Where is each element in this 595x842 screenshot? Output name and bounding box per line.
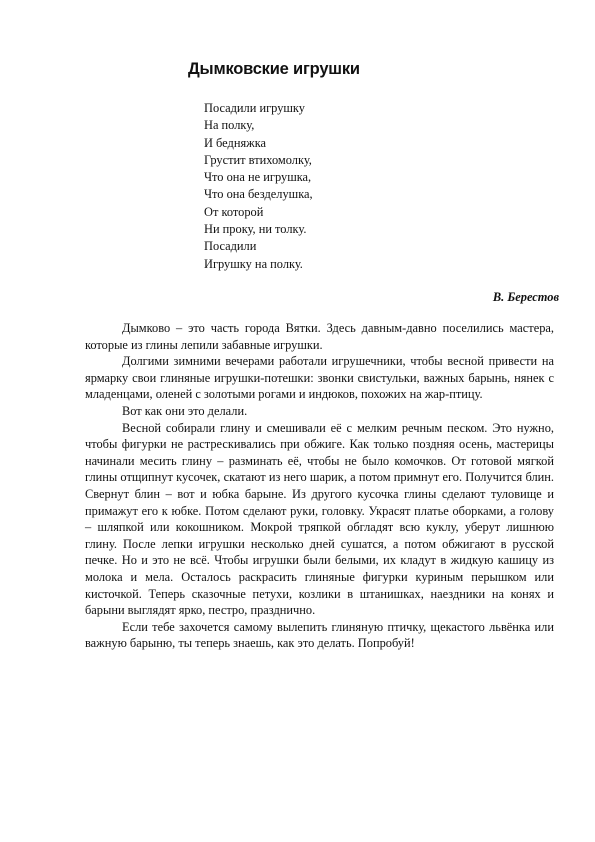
poem-line: От которой bbox=[204, 204, 264, 219]
paragraph: Дымково – это часть города Вятки. Здесь давным-давно поселились мастера, которые из глины лепили забавные игрушки. bbox=[85, 321, 554, 352]
poem-block bbox=[204, 100, 313, 273]
poem-line: Посадили игрушку bbox=[204, 101, 305, 115]
paragraph: Если тебе захочется самому вылепить глиняную птичку, щекастого львёнка или важную барыню, ты теперь знаешь, как это делать. Попробуй! bbox=[85, 619, 554, 651]
poem-line: На полку, bbox=[204, 118, 255, 133]
paragraph: Долгими зимними вечерами работали игрушечники, чтобы весной привести на ярмарку свои глиняные игрушки-потешки: звонки свистульки, важных барынь, нянек с младенцами, оленей с золотыми рогами и индюков, похожих на жар-птицу. bbox=[85, 354, 554, 402]
poem-line: Посадили bbox=[204, 239, 257, 254]
poem-line: Что она не игрушка, bbox=[204, 170, 312, 185]
poem-author: В. Берестов bbox=[492, 290, 559, 304]
poem-line: Грустит втихомолку, bbox=[204, 152, 312, 167]
body-text bbox=[85, 320, 554, 652]
poem-line: И бедняжка bbox=[204, 135, 267, 150]
paragraph: Весной собирали глину и смешивали её с мелким речным песком. Это нужно, чтобы фигурки не растрескивались при обжиге. Как только поздняя осень, мастерицы начинали месить глину – разминать её, чтобы не было комочков. От готовой мягкой глины отщипнут кусочек, скатают из него шарик, а потом примнут его. Получится блин. Свернут блин – вот и юбка барыне. Из другого кусочка глины сделают туловище и примажут его к юбке. Потом сделают руки, головку. Украсят платье оборками, а голову – шляпкой или кокошником. Мокрой тряпкой обгладят всю куклу, уберут лишнюю глину. После лепки игрушки несколько дней сушатся, а потом обжигают в русской печке. Но и это не всё. Чтобы игрушки были белыми, их кладут в жидкую кашицу из молока и мела. Осталось раскрасить глиняные фигурки куриным перышком или кисточкой. Теперь сказочные петухи, козлики в штанишках, наездники на конях и барыни выглядят ярко, пестро, празднично. bbox=[85, 420, 554, 618]
paragraph: Вот как они это делали. bbox=[122, 403, 248, 418]
poem-line: Игрушку на полку. bbox=[204, 256, 303, 271]
poem-line: Ни проку, ни толку. bbox=[204, 222, 307, 237]
poem-line: Что она безделушка, bbox=[204, 187, 313, 202]
document-title: Дымковские игрушки bbox=[188, 60, 360, 78]
